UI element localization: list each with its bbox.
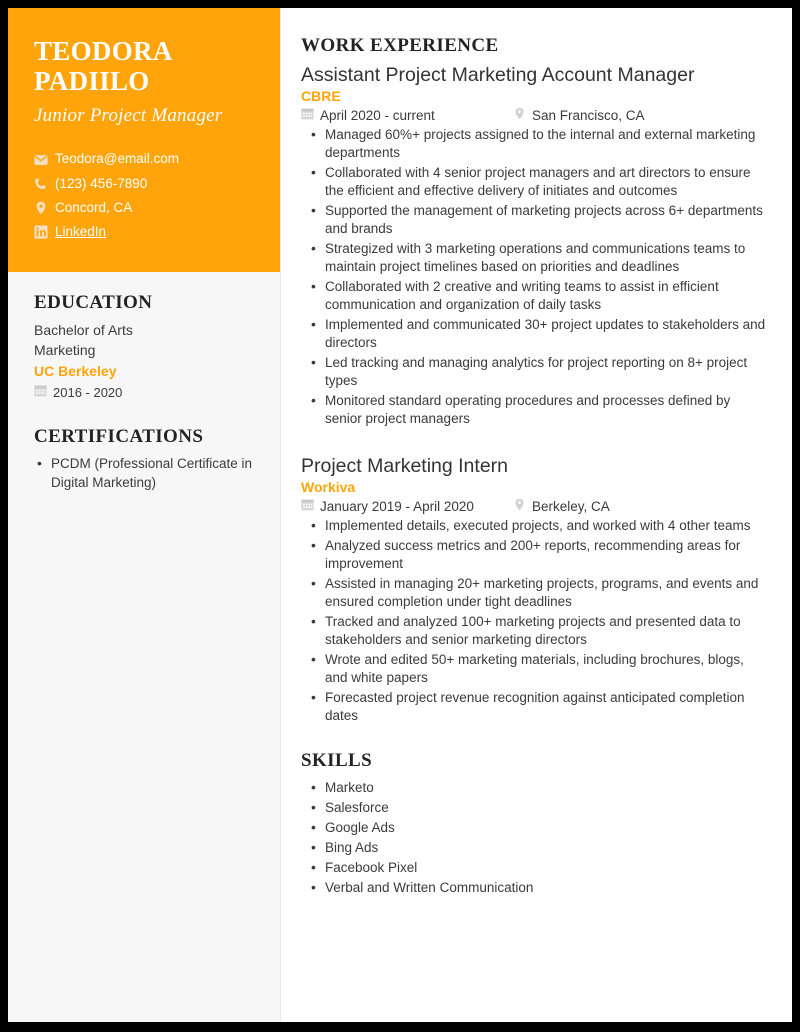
list-item: • Analyzed success metrics and 200+ reports, recommending areas for improvement	[301, 537, 770, 573]
certifications-heading: CERTIFICATIONS	[34, 426, 204, 448]
job-meta	[301, 498, 770, 514]
skills-list	[301, 778, 770, 898]
calendar-icon	[34, 384, 47, 400]
job-dates-row	[301, 107, 513, 123]
list-item: • Collaborated with 2 creative and writing teams to assist in efficient communication and organization of daily tasks	[301, 278, 770, 314]
education-field: Marketing	[34, 342, 96, 359]
list-item: • Forecasted project revenue recognition against anticipated completion dates	[301, 689, 770, 725]
education-dates: 2016 - 2020	[53, 384, 123, 400]
education-degree: Bachelor of Arts	[34, 322, 133, 339]
section-spacer	[301, 432, 770, 454]
location-pin-icon	[513, 498, 526, 514]
calendar-icon	[301, 107, 314, 123]
list-item: • Managed 60%+ projects assigned to the internal and external marketing departments	[301, 126, 770, 162]
sidebar-body	[8, 272, 280, 494]
education-heading: EDUCATION	[34, 292, 153, 314]
job-bullets	[301, 126, 770, 427]
job-title: Assistant Project Marketing Account Manager	[301, 64, 695, 86]
location-pin-icon	[34, 201, 48, 215]
list-item: • Assisted in managing 20+ marketing projects, programs, and events and ensured completion under tight deadlines	[301, 575, 770, 611]
certifications-section	[34, 426, 254, 492]
job-location-row	[513, 107, 645, 123]
job-company: Workiva	[301, 479, 356, 495]
work-experience-heading: WORK EXPERIENCE	[301, 35, 499, 56]
list-item: • Implemented and communicated 30+ project updates to stakeholders and directors	[301, 316, 770, 352]
job-dates: January 2019 - April 2020	[320, 498, 474, 514]
list-item: • PCDM (Professional Certificate in Digital Marketing)	[34, 455, 254, 492]
contact-phone[interactable]	[34, 174, 254, 194]
contact-location	[34, 198, 254, 218]
job-location: Berkeley, CA	[532, 498, 610, 514]
contact-list	[34, 149, 254, 242]
list-item: • Tracked and analyzed 100+ marketing projects and presented data to stakeholders and senior marketing directors	[301, 613, 770, 649]
job-meta	[301, 107, 770, 123]
job-company: CBRE	[301, 88, 341, 105]
job-entry	[301, 454, 770, 725]
job-entry	[301, 63, 770, 428]
list-item: • Marketo	[301, 778, 770, 798]
sidebar	[8, 8, 281, 1022]
contact-linkedin-label: LinkedIn	[55, 224, 107, 240]
skills-section	[301, 750, 770, 898]
list-item: • Bing Ads	[301, 838, 770, 858]
education-school: UC Berkeley	[34, 363, 117, 380]
section-spacer	[301, 728, 770, 750]
section-spacer	[34, 400, 254, 426]
job-dates-row	[301, 498, 513, 514]
main-content	[281, 8, 792, 1022]
linkedin-icon	[34, 225, 48, 239]
contact-email[interactable]	[34, 149, 254, 169]
calendar-icon	[301, 498, 314, 514]
skills-heading: SKILLS	[301, 750, 373, 772]
list-item: • Wrote and edited 50+ marketing materials, including brochures, blogs, and white papers	[301, 651, 770, 687]
job-dates: April 2020 - current	[320, 107, 435, 123]
list-item: • Facebook Pixel	[301, 858, 770, 878]
contact-email-label: Teodora@email.com	[55, 151, 180, 167]
candidate-name	[34, 36, 254, 96]
list-item: • Monitored standard operating procedures and processes defined by senior project managers	[301, 392, 770, 428]
contact-phone-label: (123) 456-7890	[55, 175, 148, 191]
job-location: San Francisco, CA	[532, 107, 645, 123]
candidate-job-title: Junior Project Manager	[34, 105, 223, 127]
list-item: • Led tracking and managing analytics for project reporting on 8+ project types	[301, 354, 770, 390]
list-item: • Google Ads	[301, 818, 770, 838]
certifications-list	[34, 455, 254, 492]
list-item: • Collaborated with 4 senior project managers and art directors to ensure the efficient and effective delivery of initiates and outcomes	[301, 164, 770, 200]
list-item: • Supported the management of marketing projects across 6+ departments and brands	[301, 202, 770, 238]
candidate-name-line2: PADIILO	[34, 66, 150, 97]
contact-linkedin[interactable]	[34, 222, 254, 242]
location-pin-icon	[513, 107, 526, 123]
candidate-name-line1: TEODORA	[34, 36, 173, 66]
list-item: • Salesforce	[301, 798, 770, 818]
resume-page	[8, 8, 792, 1022]
list-item: • Implemented details, executed projects, and worked with 4 other teams	[301, 517, 770, 535]
phone-icon	[34, 177, 48, 191]
job-bullets	[301, 517, 770, 724]
education-dates-row	[34, 384, 254, 400]
job-location-row	[513, 498, 610, 514]
job-title: Project Marketing Intern	[301, 454, 509, 477]
education-section	[34, 292, 254, 400]
contact-location-label: Concord, CA	[55, 199, 133, 215]
list-item: • Verbal and Written Communication	[301, 878, 770, 898]
list-item: • Strategized with 3 marketing operations and communications teams to maintain project timelines based on priorities and deadlines	[301, 240, 770, 276]
header-block	[8, 8, 280, 272]
envelope-icon	[34, 153, 48, 167]
